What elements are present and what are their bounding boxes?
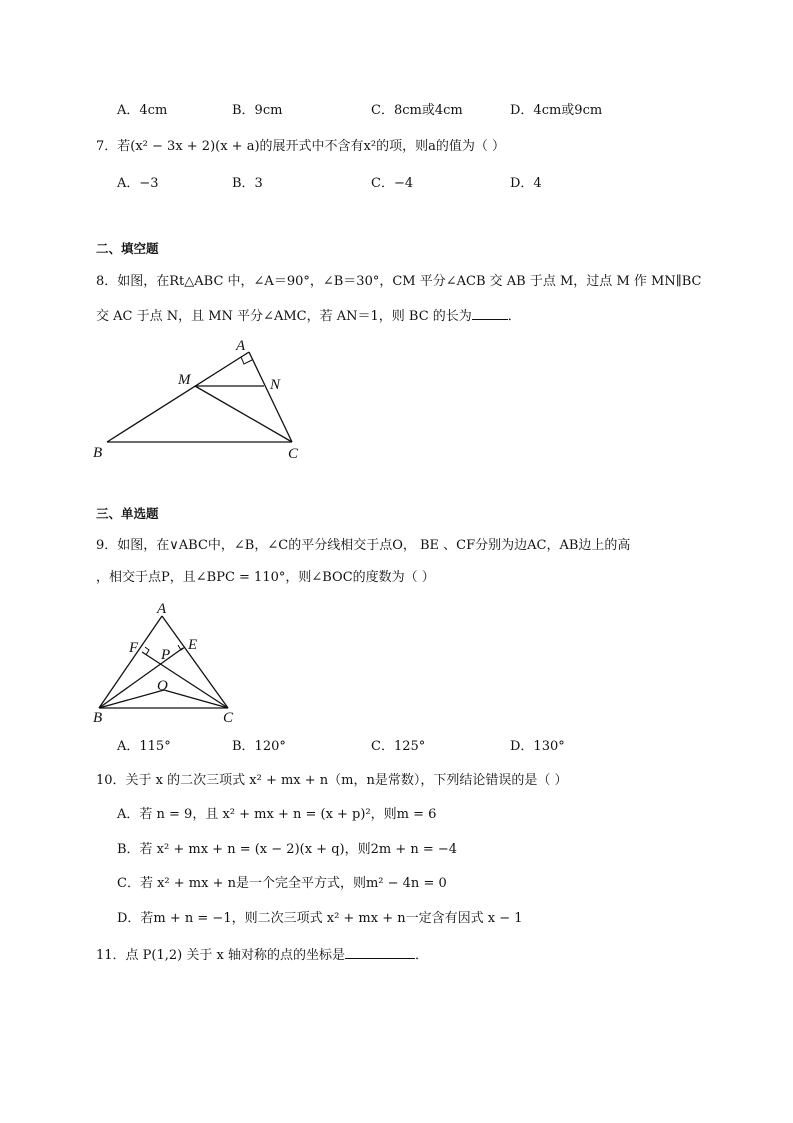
- q9-line-ba: [99, 616, 162, 708]
- q10-option-b: B．若 x² + mx + n = (x − 2)(x + q)，则2m + n = −4: [117, 842, 458, 857]
- q8-stem-end: ．: [507, 309, 521, 324]
- q7-option-b: B．3: [232, 176, 263, 191]
- q10-option-d: D．若m + n = −1，则二次三项式 x² + mx + n一定含有因式 x − 1: [117, 911, 523, 926]
- q9-label-a: A: [157, 601, 167, 617]
- q9-option-d: D．130°: [510, 739, 565, 754]
- section-single-choice-title: 三、单选题: [96, 506, 159, 521]
- q9-option-c: C．125°: [371, 739, 426, 754]
- q11-answer-blank[interactable]: [345, 945, 415, 959]
- q8-label-c: C: [288, 446, 299, 462]
- q9-label-o: O: [157, 678, 168, 694]
- q11-stem: [96, 945, 428, 965]
- q11-stem-end: ．: [414, 948, 428, 963]
- q8-label-a: A: [236, 338, 246, 354]
- q9-label-c: C: [223, 710, 234, 726]
- q8-label-n: N: [270, 377, 281, 393]
- q10-option-c: C．若 x² + mx + n是一个完全平方式，则m² − 4n = 0: [117, 876, 447, 891]
- q9-label-b: B: [93, 710, 103, 726]
- q9-line-ac: [162, 616, 228, 708]
- q9-label-p: P: [161, 647, 171, 663]
- q9-stem-line2: ，相交于点P，且∠BPC = 110°，则∠BOC的度数为（ ）: [96, 570, 435, 585]
- q6-option-a: A．4cm: [117, 103, 168, 118]
- q7-option-a: A．−3: [117, 176, 159, 191]
- q8-label-b: B: [93, 445, 103, 461]
- section-fill-in-title: 二、填空题: [96, 241, 159, 256]
- q10-option-a: A．若 n = 9，且 x² + mx + n = (x + p)²，则m = 6: [117, 807, 437, 822]
- q6-option-c: C．8cm或4cm: [371, 103, 463, 118]
- q9-option-b: B．120°: [232, 739, 286, 754]
- q7-option-d: D．4: [510, 176, 542, 191]
- q11-stem-text: 11．点 P(1,2) 关于 x 轴对称的点的坐标是: [96, 948, 345, 963]
- q8-label-m: M: [178, 372, 191, 388]
- q7-option-c: C．−4: [371, 176, 414, 191]
- q10-stem: 10．关于 x 的二次三项式 x² + mx + n（m，n是常数），下列结论错误的是（ ）: [96, 773, 568, 788]
- q9-line-be: [99, 648, 183, 708]
- q6-option-d: D．4cm或9cm: [510, 103, 603, 118]
- q9-stem-line1: 9．如图，在∨ABC中，∠B，∠C的平分线相交于点O， BE 、CF分别为边AC，AB边上的高: [96, 538, 631, 553]
- q9-line-co: [164, 690, 228, 708]
- q6-option-b: B．9cm: [232, 103, 283, 118]
- q9-option-a: A．115°: [117, 739, 171, 754]
- q7-stem: 7．若(x² − 3x + 2)(x + a)的展开式中不含有x²的项，则a的值为（ ）: [96, 139, 505, 154]
- q8-stem-line1: 8．如图，在Rt△ABC 中，∠A＝90°，∠B＝30°，CM 平分∠ACB 交 AB 于点 M，过点 M 作 MN∥BC: [96, 274, 702, 289]
- q8-stem-text: 交 AC 于点 N，且 MN 平分∠AMC，若 AN＝1，则 BC 的长为: [96, 309, 472, 324]
- q9-label-f: F: [129, 640, 139, 656]
- q9-label-e: E: [188, 637, 198, 653]
- q9-line-cf: [142, 652, 228, 708]
